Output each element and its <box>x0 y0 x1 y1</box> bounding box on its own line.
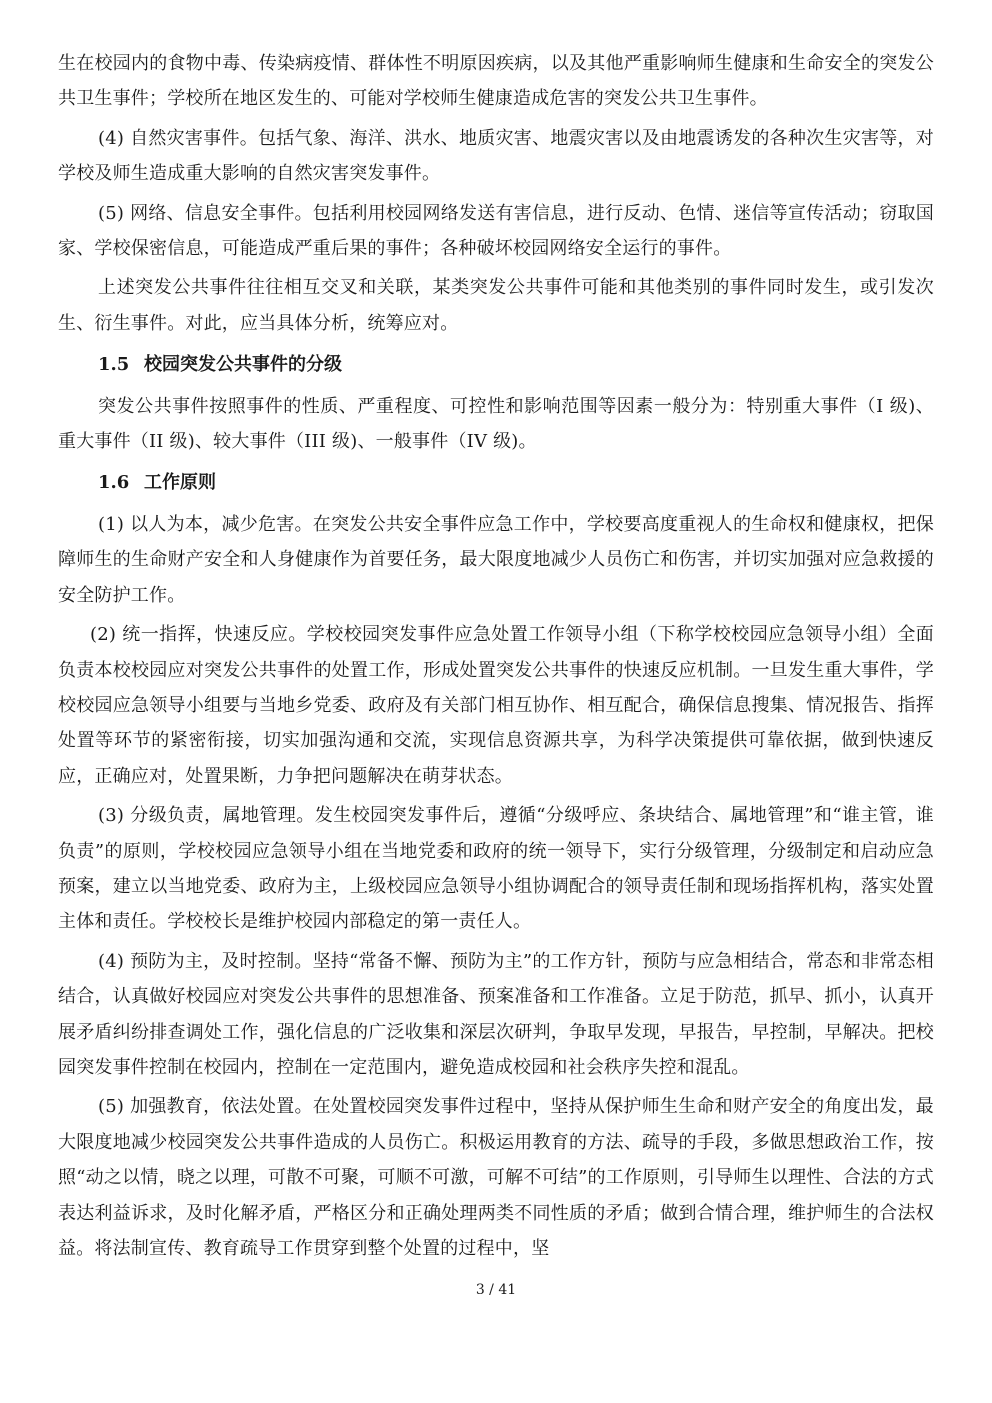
section-heading-1-5 <box>58 347 934 382</box>
paragraph-principle-3: (3) 分级负责，属地管理。发生校园突发事件后，遵循“分级呼应、条块结合、属地管理”和“谁主管，谁负责”的原则，学校校园应急领导小组在当地党委和政府的统一领导下，实行分级管理，分级制定和启动应急预案，建立以当地党委、政府为主，上级校园应急领导小组协调配合的领导责任制和现场指挥机构，落实处置主体和责任。学校校长是维护校园内部稳定的第一责任人。 <box>58 805 934 933</box>
document-page <box>58 46 934 1266</box>
section-number: 1.5 <box>98 354 130 376</box>
paragraph-cross-relation: 上述突发公共事件往往相互交叉和关联，某类突发公共事件可能和其他类别的事件同时发生，或引发次生、衍生事件。对此，应当具体分析，统筹应对。 <box>58 277 934 334</box>
paragraph-principle-5: (5) 加强教育，依法处置。在处置校园突发事件过程中，坚持从保护师生生命和财产安全的角度出发，最大限度地减少校园突发公共事件造成的人员伤亡。积极运用教育的方法、疏导的手段，多做思想政治工作，按照“动之以情，晓之以理，可散不可聚，可顺不可激，可解不可结”的工作原则，引导师生以理性、合法的方式表达利益诉求，及时化解矛盾，严格区分和正确处理两类不同性质的矛盾；做到合情合理，维护师生的合法权益。将法制宣传、教育疏导工作贯穿到整个处置的过程中，坚 <box>58 1096 934 1259</box>
section-title: 校园突发公共事件的分级 <box>144 354 342 376</box>
section-title: 工作原则 <box>144 472 216 494</box>
paragraph-principle-2: (2) 统一指挥，快速反应。学校校园突发事件应急处置工作领导小组（下称学校校园应急领导小组）全面负责本校校园应对突发公共事件的处置工作，形成处置突发公共事件的快速反应机制。一旦发生重大事件，学校校园应急领导小组要与当地乡党委、政府及有关部门相互协作、相互配合，确保信息搜集、情况报告、指挥处置等环节的紧密衔接，切实加强沟通和交流，实现信息资源共享，为科学决策提供可靠依据，做到快速反应，正确应对，处置果断，力争把问题解决在萌芽状态。 <box>58 624 934 787</box>
section-heading-1-6 <box>58 465 934 500</box>
paragraph-principle-1: (1) 以人为本，减少危害。在突发公共安全事件应急工作中，学校要高度重视人的生命权和健康权，把保障师生的生命财产安全和人身健康作为首要任务，最大限度地减少人员伤亡和伤害，并切实加强对应急救援的安全防护工作。 <box>58 513 934 606</box>
paragraph-natural-disaster: (4) 自然灾害事件。包括气象、海洋、洪水、地质灾害、地震灾害以及由地震诱发的各种次生灾害等，对学校及师生造成重大影响的自然灾害突发事件。 <box>58 127 934 185</box>
paragraph-public-health-continuation: 生在校园内的食物中毒、传染病疫情、群体性不明原因疾病，以及其他严重影响师生健康和生命安全的突发公共卫生事件；学校所在地区发生的、可能对学校师生健康造成危害的突发公共卫生事件。 <box>58 53 934 110</box>
page-number: 3 / 41 <box>475 1282 517 1298</box>
paragraph-network-security: (5) 网络、信息安全事件。包括利用校园网络发送有害信息，进行反动、色情、迷信等宣传活动；窃取国家、学校保密信息，可能造成严重后果的事件；各种破坏校园网络安全运行的事件。 <box>58 202 934 260</box>
section-number: 1.6 <box>98 472 130 494</box>
paragraph-principle-4: (4) 预防为主，及时控制。坚持“常备不懈、预防为主”的工作方针，预防与应急相结合，常态和非常态相结合，认真做好校园应对突发公共事件的思想准备、预案准备和工作准备。立足于防范，抓早、抓小，认真开展矛盾纠纷排查调处工作，强化信息的广泛收集和深层次研判，争取早发现，早报告，早控制，早解决。把校园突发事件控制在校园内，控制在一定范围内，避免造成校园和社会秩序失控和混乱。 <box>58 950 934 1078</box>
paragraph-classification: 突发公共事件按照事件的性质、严重程度、可控性和影响范围等因素一般分为：特别重大事件（I 级)、重大事件（II 级)、较大事件（III 级)、一般事件（IV 级)。 <box>58 395 934 453</box>
